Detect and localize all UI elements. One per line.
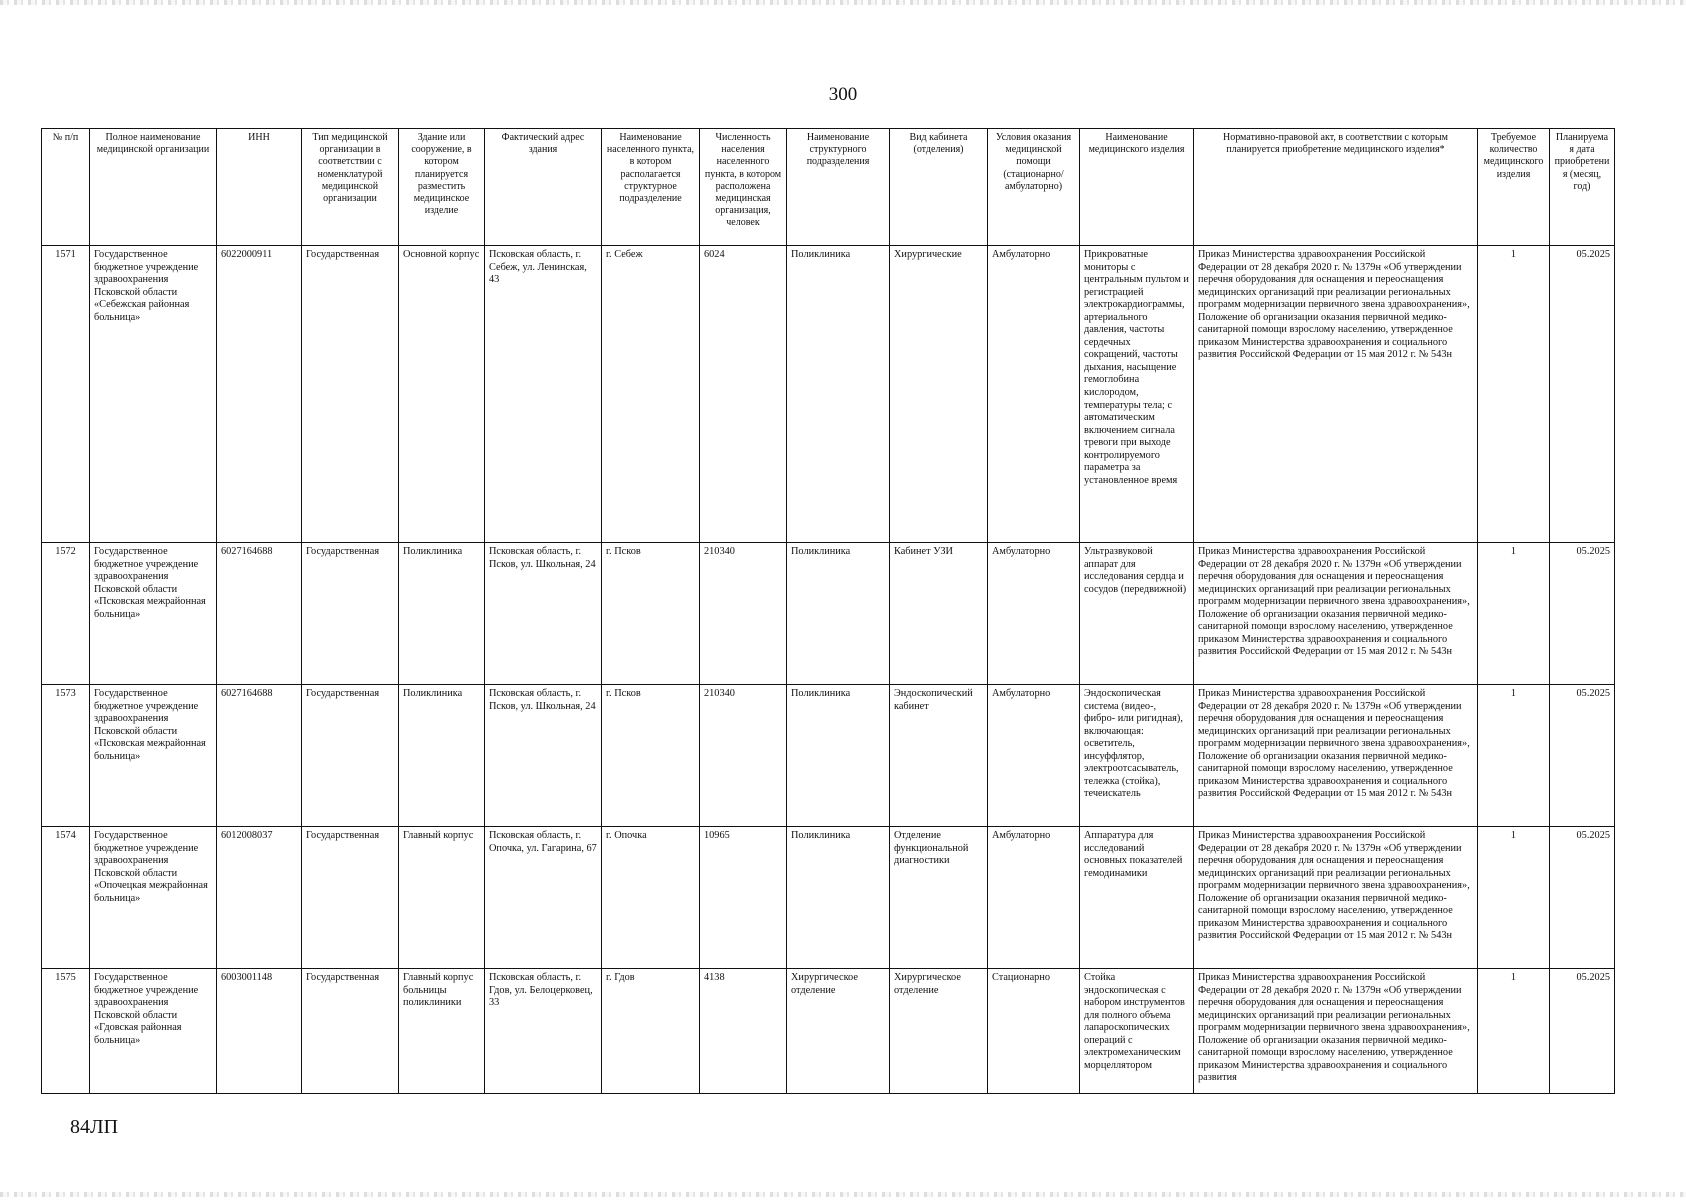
table-row: [42, 543, 1615, 685]
scan-edge-bottom: [0, 1192, 1686, 1197]
header-locality: Наименование населенного пункта, в котором располагается структурное подразделение: [602, 129, 700, 246]
cell-room: Хирургическое отделение: [890, 969, 988, 1094]
header-type: Тип медицинской организации в соответствии с номенклатурой медицинской организации: [302, 129, 399, 246]
scan-edge-top: [0, 0, 1686, 5]
header-device: Наименование медицинского изделия: [1080, 129, 1194, 246]
header-act: Нормативно-правовой акт, в соответствии с которым планируется приобретение медицинского изделия*: [1194, 129, 1478, 246]
cell-room: Эндоскопический кабинет: [890, 685, 988, 827]
header-inn: ИНН: [217, 129, 302, 246]
cell-device: Прикроватные мониторы с центральным пультом и регистрацией электрокардиограммы,артериального давления, частоты сердечных сокращений, частоты дыхания, насыщение гемоглобина кислородом, температуры тела; с автоматическим включением сигнала тревоги при выходе контролируемого параметра за установленное время: [1080, 246, 1194, 543]
cell-building: Главный корпус больницы поликлиники: [399, 969, 485, 1094]
document-code: 84ЛП: [70, 1116, 119, 1138]
cell-room: Отделение функциональной диагностики: [890, 827, 988, 969]
cell-unit: Поликлиника: [787, 246, 890, 543]
cell-act: Приказ Министерства здравоохранения Российской Федерации от 28 декабря 2020 г. № 1379н «Об утверждении перечня оборудования для оснащения и переоснащения медицинских организаций при реализации региональных программ модернизации первичного звена здравоохранения», Положение об организации оказания первичной медико-санитарной помощи взрослому населению, утвержденное приказом Министерства здравоохранения и социального развития: [1194, 969, 1478, 1094]
cell-address: Псковская область, г. Псков, ул. Школьная, 24: [485, 543, 602, 685]
cell-population: 4138: [700, 969, 787, 1094]
header-date: Планируемая дата приобретения (месяц, год): [1550, 129, 1615, 246]
cell-org: Государственное бюджетное учреждение здравоохранения Псковской области «Псковская межрайонная больница»: [90, 685, 217, 827]
cell-conditions: Стационарно: [988, 969, 1080, 1094]
cell-qty: 1: [1478, 969, 1550, 1094]
table-row: [42, 685, 1615, 827]
cell-building: Поликлиника: [399, 685, 485, 827]
cell-population: 6024: [700, 246, 787, 543]
cell-conditions: Амбулаторно: [988, 543, 1080, 685]
cell-unit: Хирургическое отделение: [787, 969, 890, 1094]
cell-act: Приказ Министерства здравоохранения Российской Федерации от 28 декабря 2020 г. № 1379н «Об утверждении перечня оборудования для оснащения и переоснащения медицинских организаций при реализации региональных программ модернизации первичного звена здравоохранения», Положение об организации оказания первичной медико-санитарной помощи взрослому населению, утвержденное приказом Министерства здравоохранения и социального развития Российской Федерации от 15 мая 2012 г. № 543н: [1194, 543, 1478, 685]
cell-conditions: Амбулаторно: [988, 827, 1080, 969]
cell-building: Поликлиника: [399, 543, 485, 685]
cell-qty: 1: [1478, 685, 1550, 827]
cell-act: Приказ Министерства здравоохранения Российской Федерации от 28 декабря 2020 г. № 1379н «Об утверждении перечня оборудования для оснащения и переоснащения медицинских организаций при реализации региональных программ модернизации первичного звена здравоохранения», Положение об организации оказания первичной медико-санитарной помощи взрослому населению, утвержденное приказом Министерства здравоохранения и социального развития Российской Федерации от 15 мая 2012 г. № 543н: [1194, 685, 1478, 827]
cell-device: Эндоскопическая система (видео-, фибро- или ригидная), включающая: осветитель, инсуффлятор, электроотсасыватель, тележка (стойка), течеискатель: [1080, 685, 1194, 827]
cell-num: 1574: [42, 827, 90, 969]
header-qty: Требуемое количество медицинского изделия: [1478, 129, 1550, 246]
cell-org: Государственное бюджетное учреждение здравоохранения Псковской области «Опочецкая межрайонная больница»: [90, 827, 217, 969]
cell-num: 1575: [42, 969, 90, 1094]
cell-date: 05.2025: [1550, 246, 1615, 543]
cell-conditions: Амбулаторно: [988, 685, 1080, 827]
cell-org: Государственное бюджетное учреждение здравоохранения Псковской области «Гдовская районная больница»: [90, 969, 217, 1094]
cell-act: Приказ Министерства здравоохранения Российской Федерации от 28 декабря 2020 г. № 1379н «Об утверждении перечня оборудования для оснащения и переоснащения медицинских организаций при реализации региональных программ модернизации первичного звена здравоохранения», Положение об организации оказания первичной медико-санитарной помощи взрослому населению, утвержденное приказом Министерства здравоохранения и социального развития Российской Федерации от 15 мая 2012 г. № 543н: [1194, 246, 1478, 543]
cell-locality: г. Гдов: [602, 969, 700, 1094]
header-room: Вид кабинета (отделения): [890, 129, 988, 246]
cell-population: 210340: [700, 543, 787, 685]
cell-locality: г. Опочка: [602, 827, 700, 969]
cell-conditions: Амбулаторно: [988, 246, 1080, 543]
cell-building: Основной корпус: [399, 246, 485, 543]
cell-address: Псковская область, г. Опочка, ул. Гагарина, 67: [485, 827, 602, 969]
cell-address: Псковская область, г. Себеж, ул. Ленинская, 43: [485, 246, 602, 543]
header-building: Здание или сооружение, в котором планируется разместить медицинское изделие: [399, 129, 485, 246]
header-unit: Наименование структурного подразделения: [787, 129, 890, 246]
table-row: [42, 246, 1615, 543]
cell-date: 05.2025: [1550, 969, 1615, 1094]
table-header-row: [42, 129, 1615, 246]
cell-org: Государственное бюджетное учреждение здравоохранения Псковской области «Псковская межрайонная больница»: [90, 543, 217, 685]
cell-address: Псковская область, г. Гдов, ул. Белоцерковец, 33: [485, 969, 602, 1094]
cell-qty: 1: [1478, 246, 1550, 543]
cell-unit: Поликлиника: [787, 827, 890, 969]
cell-num: 1571: [42, 246, 90, 543]
cell-date: 05.2025: [1550, 685, 1615, 827]
cell-building: Главный корпус: [399, 827, 485, 969]
cell-qty: 1: [1478, 543, 1550, 685]
cell-population: 10965: [700, 827, 787, 969]
cell-inn: 6027164688: [217, 685, 302, 827]
cell-type: Государственная: [302, 827, 399, 969]
cell-inn: 6027164688: [217, 543, 302, 685]
cell-population: 210340: [700, 685, 787, 827]
cell-inn: 6003001148: [217, 969, 302, 1094]
header-address: Фактический адрес здания: [485, 129, 602, 246]
cell-type: Государственная: [302, 685, 399, 827]
cell-date: 05.2025: [1550, 543, 1615, 685]
cell-type: Государственная: [302, 969, 399, 1094]
cell-inn: 6012008037: [217, 827, 302, 969]
header-num: № п/п: [42, 129, 90, 246]
cell-room: Кабинет УЗИ: [890, 543, 988, 685]
cell-inn: 6022000911: [217, 246, 302, 543]
table-row: [42, 969, 1615, 1094]
header-org: Полное наименование медицинской организации: [90, 129, 217, 246]
table-row: [42, 827, 1615, 969]
cell-unit: Поликлиника: [787, 685, 890, 827]
cell-device: Аппаратура для исследований основных показателей гемодинамики: [1080, 827, 1194, 969]
cell-room: Хирургические: [890, 246, 988, 543]
cell-date: 05.2025: [1550, 827, 1615, 969]
cell-act: Приказ Министерства здравоохранения Российской Федерации от 28 декабря 2020 г. № 1379н «Об утверждении перечня оборудования для оснащения и переоснащения медицинских организаций при реализации региональных программ модернизации первичного звена здравоохранения», Положение об организации оказания первичной медико-санитарной помощи взрослому населению, утвержденное приказом Министерства здравоохранения и социального развития Российской Федерации от 15 мая 2012 г. № 543н: [1194, 827, 1478, 969]
header-conditions: Условия оказания медицинской помощи (стационарно/ амбулаторно): [988, 129, 1080, 246]
cell-num: 1573: [42, 685, 90, 827]
cell-device: Стойка эндоскопическая с набором инструментов для полного объема лапароскопических операций с электромеханическим морцеллятором: [1080, 969, 1194, 1094]
page-number: 300: [828, 84, 858, 105]
cell-locality: г. Псков: [602, 685, 700, 827]
cell-address: Псковская область, г. Псков, ул. Школьная, 24: [485, 685, 602, 827]
cell-org: Государственное бюджетное учреждение здравоохранения Псковской области «Себежская районная больница»: [90, 246, 217, 543]
cell-unit: Поликлиника: [787, 543, 890, 685]
header-population: Численность населения населенного пункта, в котором расположена медицинская организация, человек: [700, 129, 787, 246]
cell-locality: г. Псков: [602, 543, 700, 685]
cell-num: 1572: [42, 543, 90, 685]
cell-locality: г. Себеж: [602, 246, 700, 543]
cell-device: Ультразвуковой аппарат для исследования сердца и сосудов (передвижной): [1080, 543, 1194, 685]
cell-qty: 1: [1478, 827, 1550, 969]
cell-type: Государственная: [302, 246, 399, 543]
equipment-table: [41, 128, 1615, 1094]
cell-type: Государственная: [302, 543, 399, 685]
